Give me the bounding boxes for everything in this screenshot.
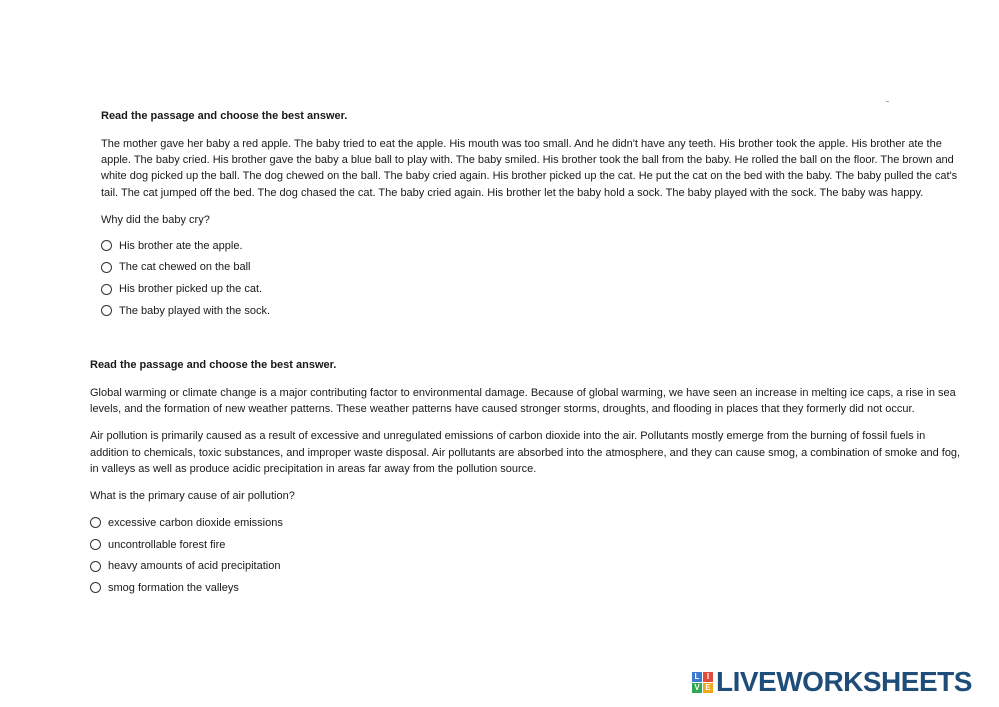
radio-button[interactable]: [90, 539, 101, 550]
option-label: His brother picked up the cat.: [119, 283, 263, 296]
answer-options-1: [101, 235, 966, 322]
answer-option[interactable]: [101, 278, 966, 300]
answer-option[interactable]: [90, 577, 966, 599]
logo-mark: [692, 672, 713, 693]
answer-option[interactable]: [101, 235, 966, 257]
liveworksheets-logo: [692, 668, 972, 696]
option-label: The cat chewed on the ball: [119, 261, 251, 274]
passage-2b: Air pollution is primarily caused as a result of excessive and unregulated emissions of carbon dioxide into the air. Pollutants mostly emerge from the burning of fossil fuels in addition to chemicals, toxic substances, and improper waste disposal. Air pollutants are absorbed into the atmosphere, and they can cause smog, a combination of smoke and fog, in valleys as well as produce acidic precipitation in areas far away from the pollution source.: [90, 430, 961, 475]
logo-letter-v: V: [692, 683, 702, 693]
answer-option[interactable]: [90, 555, 966, 577]
question-2: [90, 358, 966, 599]
logo-wordmark: LIVEWORKSHEETS: [716, 666, 972, 697]
logo-letter-l: L: [692, 672, 702, 682]
answer-option[interactable]: [90, 512, 966, 534]
radio-button[interactable]: [90, 582, 101, 593]
option-label: uncontrollable forest fire: [108, 538, 226, 551]
instruction-1: Read the passage and choose the best answer.: [101, 110, 348, 122]
logo-letter-e: E: [703, 683, 713, 693]
answer-option[interactable]: [101, 300, 966, 322]
radio-button[interactable]: [101, 284, 112, 295]
question-text-1: Why did the baby cry?: [101, 213, 210, 226]
radio-button[interactable]: [101, 305, 112, 316]
stray-mark: [886, 101, 889, 102]
question-text-2: What is the primary cause of air pollution?: [90, 490, 295, 503]
answer-option[interactable]: [90, 534, 966, 556]
answer-options-2: [90, 512, 966, 599]
answer-option[interactable]: [101, 257, 966, 279]
option-label: His brother ate the apple.: [119, 239, 243, 252]
option-label: excessive carbon dioxide emissions: [108, 516, 283, 529]
radio-button[interactable]: [101, 240, 112, 251]
logo-letter-i: I: [703, 672, 713, 682]
option-label: smog formation the valleys: [108, 581, 239, 594]
radio-button[interactable]: [101, 262, 112, 273]
radio-button[interactable]: [90, 561, 101, 572]
passage-2a: Global warming or climate change is a major contributing factor to environmental damage. Because of global warming, we have seen an increase in melting ice caps, a rise in sea levels, and the formation of new weather patterns. These weather patterns have caused stronger storms, droughts, and flooding in places that they formerly did not occur.: [90, 387, 956, 416]
option-label: heavy amounts of acid precipitation: [108, 560, 281, 573]
passage-1: The mother gave her baby a red apple. The baby tried to eat the apple. His mouth was too small. And he didn't have any teeth. His brother took the apple. His brother ate the apple. The baby cried. His brother gave the baby a blue ball to play with. The baby smiled. His brother took the ball from the baby. He rolled the ball on the floor. The brown and white dog picked up the ball. The dog chewed on the ball. The baby cried again. His brother picked up the cat. He put the cat on the bed with the baby. The baby pulled the cat's tail. The cat jumped off the bed. The dog chased the cat. The baby cried again. His brother let the baby hold a sock. The baby played with the sock. The baby was happy.: [101, 138, 958, 199]
option-label: The baby played with the sock.: [119, 304, 271, 317]
instruction-2: Read the passage and choose the best answer.: [90, 359, 337, 371]
radio-button[interactable]: [90, 517, 101, 528]
question-1: [101, 109, 966, 322]
